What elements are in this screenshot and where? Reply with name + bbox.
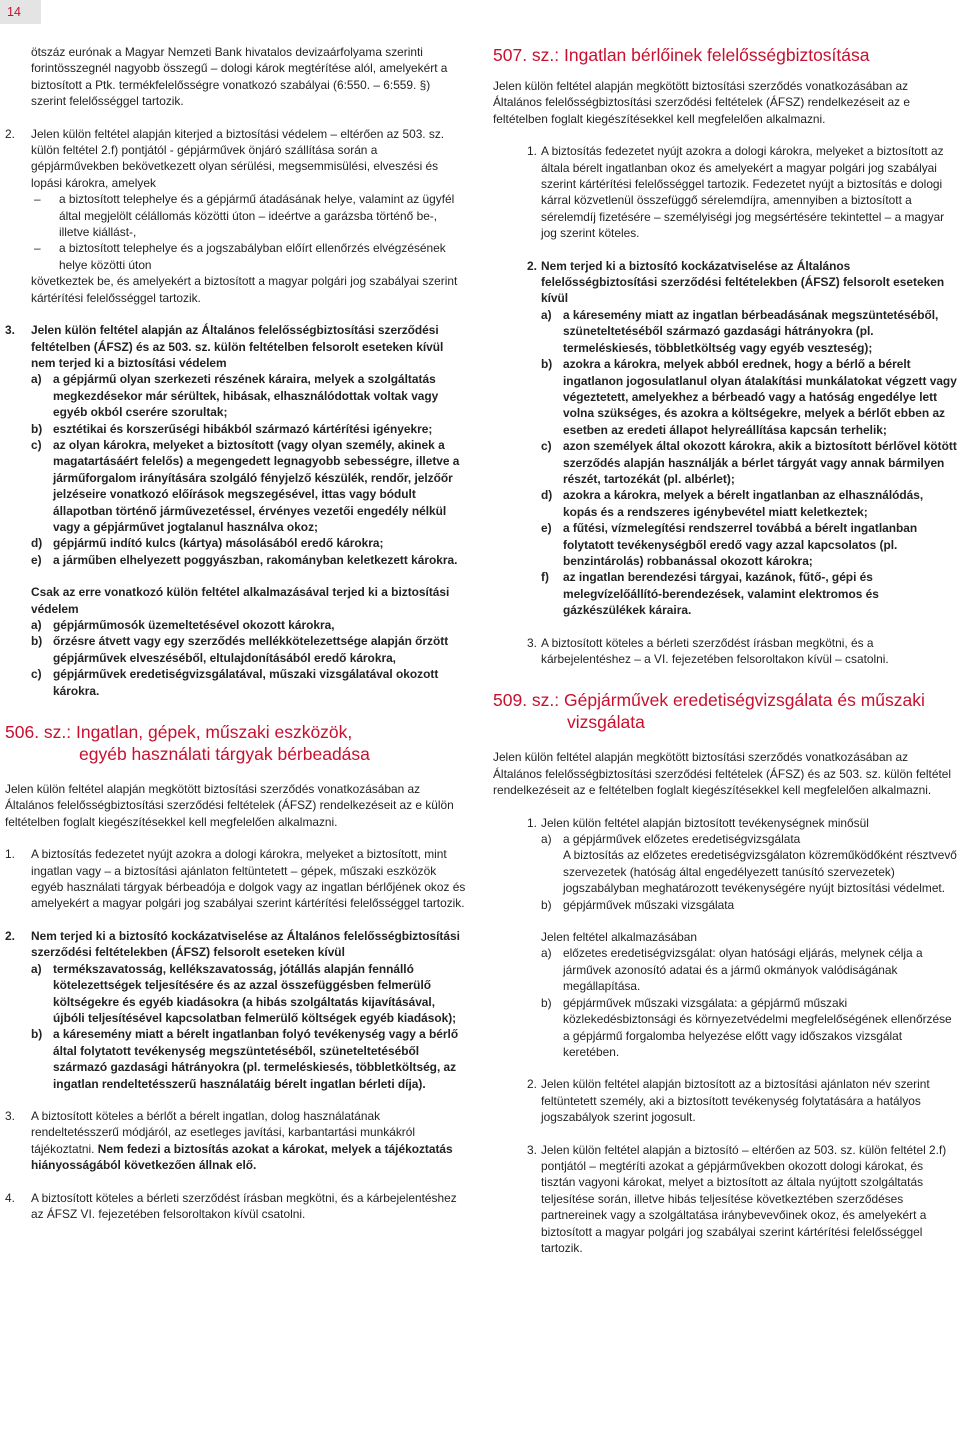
- s506-sub-b: b) a káresemény miatt a bérelt ingatlanban folyó tevékenység vagy a bérlő által folytatott tevékenység megszüntetéséből, szüneteltetéséből származó gazdasági hátrányokra (pl. termeléskiesés, többletköltség, az ingatlan rendeltetésszerű használatáig bérelt ingatlan bérleti díja).: [31, 1027, 459, 1091]
- list-item-text: Jelen külön feltétel alapján az Általános felelősségbiztosítási szerződési feltételben (ÁFSZ) és az 503. sz. külön feltételben felsorolt eseteken kívül nem terjed ki a biztosítási védelem: [31, 323, 444, 370]
- s506-item-3: 3. A biztosított köteles a bérlőt a bérelt ingatlan, dolog használatának rendeltetésszerű módjáról, az esetleges javítási, karbantartási munkákról tájékoztatni. Nem fedezi a biztosítás azokat a károkat, melyek a tájékoztatás hiányosságából következően állnak elő.: [5, 1108, 453, 1173]
- page-number-box: [0, 0, 41, 24]
- s509-sub-a-detail: A biztosítás az előzetes eredetiségvizsgálaton közreműködőként résztvevő szervezetek (hatóság által engedélyezett tanúsító szervezetek) jogszabályban meghatározott tevékenységére nyújt biztosítási védelmet.: [563, 848, 957, 896]
- heading-509-title: Gépjárművek eredetiségvizsgálata és műszaki: [559, 690, 925, 711]
- s507-sub-f: f) az ingatlan berendezési tárgyai, kazánok, fűtő-, gépi és melegvízelőállító-berendezések, valamint elektromos és gázkészülékek káraira.: [541, 570, 879, 618]
- sub-item-c: c) az olyan károkra, melyeket a biztosított (vagy olyan személy, akinek a magatartásáért felelős) a megengedett legnagyobb sebességre, illetve a járműforgalom irányítására szolgáló fényjelző készülék, rendőr, jelzőőr jelzéseire vonatkozó előírások megszegésével, ittas vagy bódult állapotban történő járművezetéssel, érvényes vezetői engedély nélkül vagy a gépjárművet jogtalanul használva okoz;: [31, 437, 460, 534]
- left-column: [5, 44, 467, 1222]
- s507-sub-e: e) a fűtési, vízmelegítési rendszerrel továbbá a bérelt ingatlanban folytatott tevékenységből eredő vagy azzal kapcsolatos (pl. benzintárolás) robbanással okozott károkra;: [541, 521, 918, 568]
- heading-506-number: 506. sz.:: [5, 722, 72, 743]
- s509-item-3: 3. Jelen külön feltétel alapján a biztosító – eltérően az 503. sz. külön feltétel 2.f) pontjától – megtéríti azokat a gépjárművekben okozott dologi károkat, és tisztán vagyoni károkat, melyet a biztosított az általa nyújtott szolgáltatás teljesítése során, illetve hibás teljesítése következtében szerződéses partnereinek vagy a szolgáltatása iránybevevőinek okoz, és amelyekért a biztosított a magyar polgári jog szabályai szerint kártérítési felelősséggel tartozik.: [527, 1142, 947, 1255]
- sub-item-a: a) a gépjármű olyan szerkezeti részének káraira, melyek a szolgáltatás megkezdésekor már sérültek, hibásak, elhasználódottak voltak vagy egyéb okból cserére szorultak;: [31, 372, 439, 420]
- heading-507: [493, 44, 957, 66]
- s509-app-a: a) előzetes eredetiségvizsgálat: olyan hatósági eljárás, melynek célja a járművek azonosító adatai és a jármű okmányok valódiságának megállapítása.: [541, 946, 923, 994]
- heading-506-title: Ingatlan, gépek, műszaki eszközök,: [71, 722, 353, 743]
- special-item-c: c) gépjárművek eredetiségvizsgálatával, műszaki vizsgálatával okozott károkra.: [31, 667, 439, 698]
- heading-506: [5, 721, 467, 765]
- special-intro: Csak az erre vonatkozó külön feltétel alkalmazásával terjed ki a biztosítási védelem: [31, 585, 450, 616]
- s507-item-1: 1. A biztosítás fedezetet nyújt azokra a dologi károkra, melyeket a biztosított az általa bérelt ingatlanban okoz és amelyekért a magyar polgári jog szabályai szerint kártérítési felelősséggel tartozik. Fedezetet nyújt a biztosítás e dologi kárral közvetlenül összefüggő sérelemdíjra, amennyiben a biztosított a sérelemdíj fizetésére – személyiségi jog megsértésére tekintettel – a magyar jog szerint köteles.: [527, 144, 945, 241]
- s507-item-3: 3. A biztosított köteles a bérleti szerződést írásban megkötni, és a kárbejelentéshez – a VI. fejezetében felsoroltakon kívül – csatolni.: [527, 635, 889, 666]
- s506-item-2: 2. Nem terjed ki a biztosító kockázatviselése az Általános felelősségbiztosítási szerződési feltételekben (ÁFSZ) felsorolt eseteken kívül a) termékszavatosság, kellékszavatosság, jótállás alapján fennálló kötelezettségek teljesítésére és az azzal összefüggésben felmerülő költségekre és egyéb kiadásokra (a hibás szolgáltatás kijavításával, újbóli teljesítésével kapcsolatban felmerülő költségek egyéb kiadások); b) a káresemény miatt a bérelt ingatlanban folyó tevékenység vagy a bérlő által folytatott tevékenység megszüntetéséből, szüneteltetéséből származó gazdasági hátrányokra (pl. termeléskiesés, többletköltség, az ingatlan rendeltetésszerű használatáig bérelt ingatlan bérleti díja).: [5, 928, 467, 1092]
- s507-item-2: 2. Nem terjed ki a biztosító kockázatviselése az Általános felelősségbiztosítási szerződési feltételekben (ÁFSZ) felsorolt eseteken kívül a) a káresemény miatt az ingatlan bérbeadásának megszüntetéséből, szüneteltetéséből származó gazdasági hátrányokra (pl. termeléskiesés, többletköltség vagy egyéb veszteség); b) azokra a károkra, melyek abból erednek, hogy a bérlő a bérelt ingatlanon jogosulatlanul olyan átalakítási munkálatokat végzett vagy végeztetett, amelyekhez a bérbeadó vagy a hatóság engedélye lett volna szükséges, és azokra a költségekre, melyek a bérlőt ebben az esetben az eredeti állapot helyreállítása kapcsán terhelik; c) azon személyek által okozott károkra, akik a biztosított bérlővel kötött szerződés alapján használják a bérlet tárgyát vagy annak bármilyen részét, tartozékát (pl. albérlet); d) azokra a károkra, melyek a bérelt ingatlanban az elhasználódás, kopás és a rendszeres igénybevétel miatt keletkeztek; e) a fűtési, vízmelegítési rendszerrel továbbá a bérelt ingatlanban folytatott tevékenységből eredő vagy azzal kapcsolatos (pl. benzintárolás) robbanással okozott károkra; f) az ingatlan berendezési tárgyai, kazánok, fűtő-, gépi és melegvízelőállító-berendezések, valamint elektromos és gázkészülékek káraira.: [527, 258, 957, 618]
- list-item-tail: következtek be, és amelyekért a biztosított a magyar polgári jog szabályai szerint kártérítési felelősséggel tartozik.: [31, 274, 458, 305]
- sub-item-d: d) gépjármű indító kulcs (kártya) másolásából eredő károkra;: [31, 536, 384, 551]
- heading-509-number: 509. sz.:: [493, 690, 560, 711]
- s509-item-1: 1. Jelen külön feltétel alapján biztosított tevékenységnek minősül a) a gépjárművek előzetes eredetiségvizsgálata A biztosítás az előzetes eredetiségvizsgálaton közreműködőként résztvevő szervezetek (hatóság által engedélyezett tanúsító szervezetek) jogszabályban meghatározott tevékenységére nyújt biztosítási védelmet. b) gépjárművek műszaki vizsgálata Jelen feltétel alkalmazásában a) előzetes eredetiségvizsgálat: olyan hatósági eljárás, melynek célja a járművek azonosító adatai és a jármű okmányok valódiságának megállapítása. b) gépjárművek műszaki vizsgálata: a gépjármű műszaki közlekedésbiztonsági és környezetvédelmi megfelelőségének ellenőrzése a gépjármű forgalomba helyezése előtt vagy időszakos vizsgálat keretében.: [527, 815, 957, 1059]
- heading-507-number: 507. sz.:: [493, 45, 560, 65]
- special-item-b: b) őrzésre átvett vagy egy szerződés mellékkötelezettsége alapján őrzött gépjárművek elveszéséből, eltulajdonításából eredő károkra,: [31, 634, 449, 665]
- heading-506-title-line2: egyéb használati tárgyak bérbeadása: [79, 744, 370, 765]
- list-item-3: 3. Jelen külön feltétel alapján az Általános felelősségbiztosítási szerződési feltételben (ÁFSZ) és az 503. sz. külön feltételben felsorolt eseteken kívül nem terjed ki a biztosítási védelem a) a gépjármű olyan szerkezeti részének káraira, melyek a szolgáltatás megkezdésekor már sérültek, hibásak, elhasználódottak voltak vagy egyéb okból cserére szorultak; b) esztétikai és korszerűségi hibákból származó kártérítési igényekre; c) az olyan károkra, melyeket a biztosított (vagy olyan személy, akinek a magatartásáért felelős) a megengedett legnagyobb sebességre, illetve a járműforgalom irányítására szolgáló fényjelző készülék, rendőr, jelzőőr jelzéseire vonatkozó előírások megszegésével, ittas vagy bódult állapotban történő járművezetéssel, érvényes vezetői engedély nélkül vagy a gépjárművet jogtalanul használva okoz; d) gépjármű indító kulcs (kártya) másolásából eredő károkra; e) a járműben elhelyezett poggyászban, rakományban keletkezett károkra. Csak az erre vonatkozó külön feltétel alkalmazásával terjed ki a biztosítási védelem a) gépjárműmosók üzemeltetésével okozott károkra, b) őrzésre átvett vagy egy szerződés mellékkötelezettsége alapján őrzött gépjárművek elveszéséből, eltulajdonításából eredő károkra, c) gépjárművek eredetiségvizsgálatával, műszaki vizsgálatával okozott károkra.: [5, 322, 467, 699]
- s507-sub-a: a) a káresemény miatt az ingatlan bérbeadásának megszüntetéséből, szüneteltetéséből származó gazdasági hátrányokra (pl. termeléskiesés, többletköltség vagy egyéb veszteség);: [541, 307, 939, 355]
- s507-sub-c: c) azon személyek által okozott károkra, akik a biztosított bérlővel kötött szerződés alapján használják a bérlet tárgyát vagy annak bármilyen részét, tartozékát (pl. albérlet);: [541, 439, 957, 486]
- section-509-intro: Jelen külön feltétel alapján megkötött biztosítási szerződés vonatkozásában az Általános felelősségbiztosítási szerződési feltételek (ÁFSZ) és az 503. sz. külön feltétel rendelkezéseit az e feltételben foglalt kiegészítésekkel kell megfelelően alkalmazni.: [493, 750, 952, 798]
- sub-item-e: e) a járműben elhelyezett poggyászban, rakományban keletkezett károkra.: [31, 552, 458, 567]
- s506-sub-a: a) termékszavatosság, kellékszavatosság, jótállás alapján fennálló kötelezettségek teljesítésére és az azzal összefüggésben felmerülő költségekre és egyéb kiadásokra (a hibás szolgáltatás kijavításával, újbóli teljesítésével kapcsolatban felmerülő költségek egyéb kiadások);: [31, 961, 457, 1025]
- dash-item: – a biztosított telephelye és a gépjármű átadásának helye, valamint az ügyfél által megjelölt célállomás közötti úton – ideértve a garázsba történő be-, illetve kiállást-,: [34, 192, 455, 240]
- s509-sub-b: b) gépjárművek műszaki vizsgálata: [541, 897, 735, 912]
- s507-sub-d: d) azokra a károkra, melyek a bérelt ingatlanban az elhasználódás, kopás és a rendszeres igénybevétel miatt keletkeztek;: [541, 488, 924, 519]
- s509-sub-a: a) a gépjárművek előzetes eredetiségvizsgálata: [541, 832, 801, 847]
- page-number: 14: [7, 5, 21, 19]
- paragraph-continuation: ötszáz eurónak a Magyar Nemzeti Bank hivatalos devizaárfolyama szerinti forintösszegnél nagyobb összegű – dologi károk megtérítése alól, amelyekért a biztosított a Ptk. termékfelelősségre vonatkozó szabályai (6:550. – 6:559. §) szerint felelősséggel tartozik.: [31, 45, 448, 109]
- section-507-intro: Jelen külön feltétel alapján megkötött biztosítási szerződés vonatkozásában az Általános felelősségbiztosítási szerződési feltételek (ÁFSZ) rendelkezéseit az e feltételben foglalt kiegészítésekkel kell megfelelően alkalmazni.: [493, 79, 911, 126]
- s506-item-1: 1. A biztosítás fedezetet nyújt azokra a dologi károkra, melyeket a biztosított, mint ingatlan vagy – a biztosítási ajánlaton feltüntetett – gépek, műszaki eszközök egyéb használati tárgyak bérbeadója e dolgok vagy az ingatlan bérlőjének okoz és amelyekért a magyar polgári jog szabályai szerint kártérítési felelősséggel tartozik.: [5, 847, 466, 911]
- s506-item-4: 4. A biztosított köteles a bérleti szerződést írásban megkötni, és a kárbejelentéshez az ÁFSZ VI. fejezetében felsoroltakon kívül csatolni.: [5, 1190, 457, 1221]
- special-item-a: a) gépjárműmosók üzemeltetésével okozott károkra,: [31, 618, 335, 632]
- sub-item-b: b) esztétikai és korszerűségi hibákból származó kártérítési igényekre;: [31, 421, 433, 436]
- s509-application-heading: Jelen feltétel alkalmazásában: [541, 930, 697, 945]
- heading-509: [493, 689, 957, 733]
- s509-item-2: 2. Jelen külön feltétel alapján biztosított az a biztosítási ajánlaton név szerint feltüntetett személy, aki a biztosított tevékenység folytatására a hatályos jogszabályok szerint jogosult.: [527, 1077, 930, 1125]
- heading-509-title-line2: vizsgálata: [567, 712, 645, 733]
- list-item-2: 2. Jelen külön feltétel alapján kiterjed a biztosítási védelem – eltérően az 503. sz. külön feltétel 2.f) pontjától - gépjárművek önjáró szállítása során a gépjárművekben bekövetkezett olyan sérülési, megsemmisülési, elveszési és lopási károkra, amelyek – a biztosított telephelye és a gépjármű átadásának helye, valamint az ügyfél által megjelölt célállomás közötti úton – ideértve a garázsba történő be-, illetve kiállást-, – a biztosított telephelye és a jogszabályban előírt ellenőrzés elvégzésének helye közötti úton következtek be, és amelyekért a biztosított a magyar polgári jog szabályai szerint kártérítési felelősséggel tartozik.: [5, 126, 467, 306]
- s507-sub-b: b) azokra a károkra, melyek abból erednek, hogy a bérlő a bérelt ingatlanon jogosulatlanul olyan átalakítási munkálatokat végzett vagy végeztetett, amelyekhez a bérbeadó vagy a hatóság engedélye lett volna szükséges, és azokra a költségekre, melyek a bérlőt ebben az esetben az eredeti állapot helyreállítása kapcsán terhelik;: [541, 357, 957, 437]
- list-item-text: Jelen külön feltétel alapján kiterjed a biztosítási védelem – eltérően az 503. sz. külön feltétel 2.f) pontjától - gépjárművek önjáró szállítása során a gépjárművekben bekövetkezett olyan sérülési, megsemmisülési, elveszési és lopási károkra, amelyek: [31, 126, 445, 190]
- right-column: [493, 44, 957, 1256]
- heading-507-title: Ingatlan bérlőinek felelősségbiztosítása: [559, 45, 870, 65]
- dash-item: – a biztosított telephelye és a jogszabályban előírt ellenőrzés elvégzésének helye közötti úton: [34, 241, 446, 272]
- s509-app-b: b) gépjárművek műszaki vizsgálata: a gépjármű műszaki közlekedésbiztonsági és környezetvédelmi megfelelőségének ellenőrzése a gépjármű forgalomba helyezése előtt vagy időszakos vizsgálat keretében.: [541, 995, 952, 1059]
- section-506-intro: Jelen külön feltétel alapján megkötött biztosítási szerződés vonatkozásában az Általános felelősségbiztosítási szerződési feltételek (ÁFSZ) rendelkezéseit az e külön feltételben foglalt kiegészítésekkel kell megfelelően alkalmazni.: [5, 782, 454, 829]
